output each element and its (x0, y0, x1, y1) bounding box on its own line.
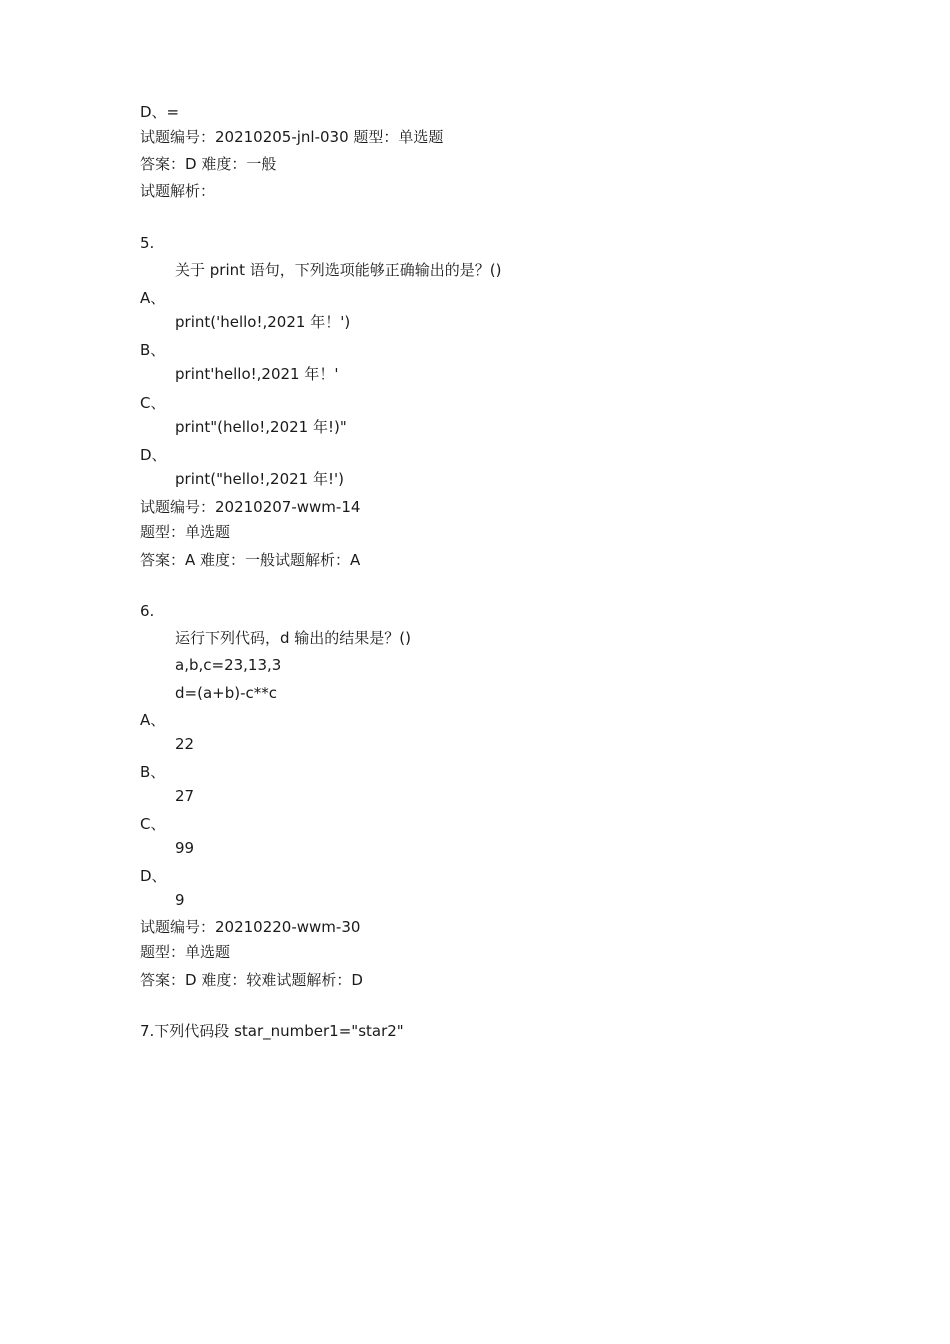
question-5-option-label: B、 (140, 341, 166, 359)
question-6-id: 试题编号：20210220-wwm-30 (140, 918, 361, 936)
question-6-option-text: 27 (175, 787, 195, 805)
question-6-option-label: D、 (140, 867, 167, 885)
prev-question-id-type: 试题编号：20210205-jnl-030 题型：单选题 (140, 128, 444, 146)
question-6-option-text: 99 (175, 839, 195, 857)
question-5-option-label: C、 (140, 394, 166, 412)
question-5-number: 5. (140, 234, 155, 252)
question-6-number: 6. (140, 602, 155, 620)
question-6-answer: 答案：D 难度：较难试题解析：D (140, 971, 363, 989)
question-6-option-label: B、 (140, 763, 166, 781)
question-5-option-label: D、 (140, 446, 167, 464)
question-6-code-line: d=(a+b)-c**c (175, 684, 277, 702)
question-7-stem: 7.下列代码段 star_number1="star2" (140, 1022, 404, 1040)
question-6-option-text: 22 (175, 735, 195, 753)
prev-option-d: D、= (140, 103, 180, 121)
question-5-option-label: A、 (140, 289, 166, 307)
prev-analysis: 试题解析： (140, 182, 216, 200)
question-5-stem: 关于 print 语句，下列选项能够正确输出的是？() (175, 261, 502, 279)
question-5-option-text: print("hello!,2021 年!') (175, 470, 344, 488)
question-6-stem: 运行下列代码，d 输出的结果是？() (175, 629, 411, 647)
question-6-option-text: 9 (175, 891, 185, 909)
question-5-option-text: print'hello!,2021 年！' (175, 365, 339, 383)
question-6-type: 题型：单选题 (140, 943, 231, 961)
question-6-option-label: C、 (140, 815, 166, 833)
question-5-answer: 答案：A 难度：一般试题解析：A (140, 551, 361, 569)
question-5-id: 试题编号：20210207-wwm-14 (140, 498, 361, 516)
question-6-code-line: a,b,c=23,13,3 (175, 656, 282, 674)
question-5-option-text: print('hello!,2021 年！') (175, 313, 351, 331)
question-6-option-label: A、 (140, 711, 166, 729)
question-5-option-text: print"(hello!,2021 年!)" (175, 418, 347, 436)
question-5-type: 题型：单选题 (140, 523, 231, 541)
prev-answer-difficulty: 答案：D 难度：一般 (140, 155, 277, 173)
